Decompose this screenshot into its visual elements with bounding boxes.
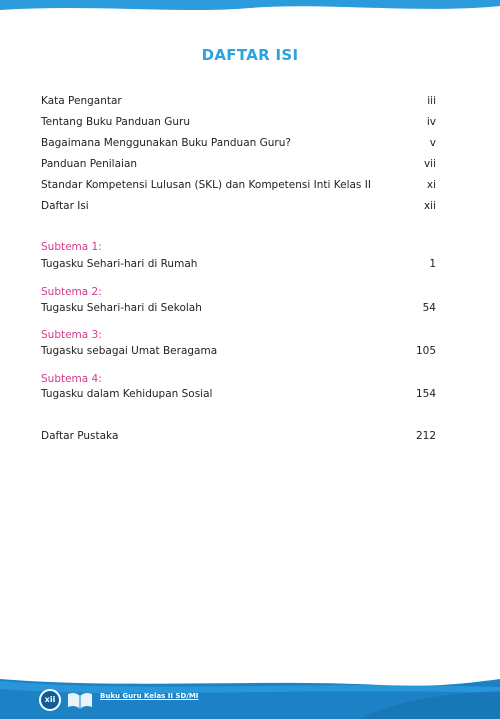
toc-entry[interactable] — [41, 200, 436, 216]
toc-entry-label: Tentang Buku Panduan Guru — [41, 116, 191, 128]
toc-entry-page: iv — [426, 116, 436, 128]
toc-entry-label: Tugasku dalam Kehidupan Sosial — [41, 388, 213, 400]
subtema-heading: Subtema 4: — [41, 373, 102, 385]
page-number-badge: xii — [39, 689, 61, 711]
toc-entry-subtema[interactable] — [41, 388, 436, 404]
toc-entry[interactable] — [41, 137, 436, 153]
toc-entry-page: 54 — [422, 302, 436, 314]
toc-entry-label: Tugasku sebagai Umat Beragama — [41, 345, 218, 357]
toc-entry[interactable] — [41, 430, 436, 446]
toc-entry-label: Tugasku Sehari-hari di Sekolah — [41, 302, 202, 314]
toc-entry-page: xii — [423, 200, 436, 212]
toc-entry-page: v — [429, 137, 436, 149]
toc-entry-subtema[interactable] — [41, 345, 436, 361]
toc-entry-page: 154 — [415, 388, 436, 400]
toc-entry-page: vii — [423, 158, 436, 170]
open-book-icon — [66, 690, 94, 710]
toc-entry-label: Daftar Pustaka — [41, 430, 119, 442]
subtema-heading: Subtema 2: — [41, 286, 102, 298]
toc-entry-label: Kata Pengantar — [41, 95, 122, 107]
toc-entry[interactable] — [41, 179, 436, 195]
header-wave-decoration — [0, 0, 500, 14]
subtema-heading: Subtema 1: — [41, 241, 102, 253]
toc-entry[interactable] — [41, 158, 436, 174]
toc-entry-label: Standar Kompetensi Lulusan (SKL) dan Kompetensi Inti Kelas II — [41, 179, 371, 191]
header-band — [0, 0, 500, 14]
toc-entry[interactable] — [41, 116, 436, 132]
toc-entry-label: Panduan Penilaian — [41, 158, 138, 170]
toc-entry-label: Bagaimana Menggunakan Buku Panduan Guru? — [41, 137, 291, 149]
toc-entry-page: 105 — [415, 345, 436, 357]
subtema-heading: Subtema 3: — [41, 329, 102, 341]
page-title: DAFTAR ISI — [201, 46, 299, 64]
toc-entry-page: xi — [426, 179, 436, 191]
toc-entry-label: Daftar Isi — [41, 200, 89, 212]
toc-entry-page: iii — [427, 95, 436, 107]
footer-book-title: Buku Guru Kelas II SD/MI — [100, 692, 199, 700]
toc-entry-subtema[interactable] — [41, 258, 436, 274]
toc-entry-page: 212 — [415, 430, 436, 442]
toc-entry-page: 1 — [429, 258, 436, 270]
toc-entry-label: Tugasku Sehari-hari di Rumah — [41, 258, 198, 270]
toc-entry-subtema[interactable] — [41, 302, 436, 318]
toc-entry[interactable] — [41, 95, 436, 111]
